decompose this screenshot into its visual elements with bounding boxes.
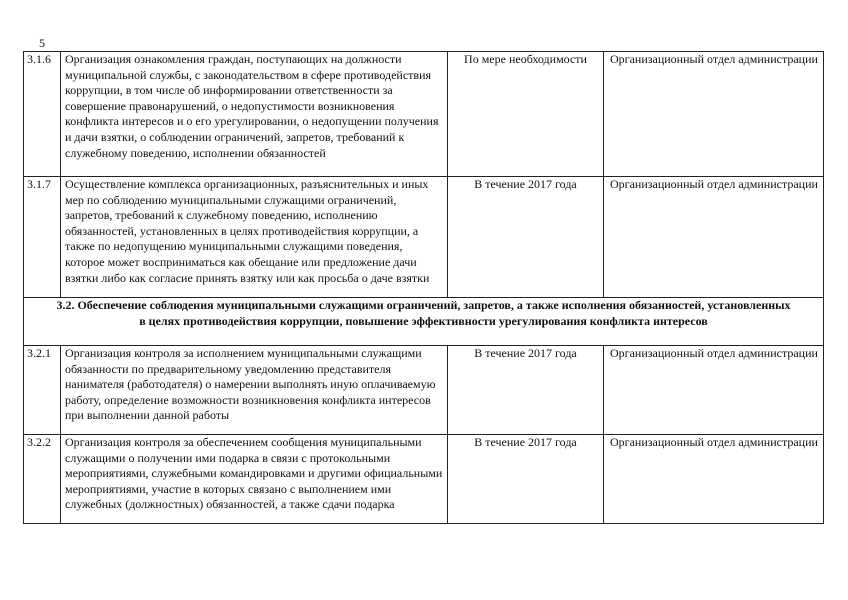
item-number: 3.2.1 [24,346,61,435]
section-title: 3.2. Обеспечение соблюдения муниципальными служащими ограничений, запретов, а также исполнения обязанностей, установленных в целях противодействия коррупции, повышение эффективности урегулирования конфликта интересов [24,298,824,346]
page-number: 5 [39,36,45,50]
table-row [24,346,824,435]
item-number: 3.1.6 [24,52,61,177]
responsible-cell: Организационный отдел администрации [604,346,824,435]
responsible-cell: Организационный отдел администрации [604,177,824,298]
measure-text: Организация контроля за обеспечением сообщения муниципальными служащими о получении ими подарка в связи с протокольными мероприятиями, служебными командировками и другими официальными мероприятиями, участие в которых связано с выполнением ими служебных (должностных) обязанностей, а также сдачи подарка [61,435,448,524]
section-header-row [24,298,824,346]
measure-text: Организация контроля за исполнением муниципальными служащими обязанности по предварительному уведомлению представителя нанимателя (работодателя) о намерении выполнять иную оплачиваемую работу, определение возможности возникновения конфликта интересов при выполнении данной работы [61,346,448,435]
term-cell: В течение 2017 года [448,346,604,435]
table-row [24,52,824,177]
measure-text: Осуществление комплекса организационных, разъяснительных и иных мер по соблюдению муниципальными служащими ограничений, запретов, требований к служебному поведению, исполнению обязанностей, установленных в целях противодействия коррупции, а также по недопущению муниципальными служащими поведения, которое может восприниматься как обещание или предложение дачи взятки либо как согласие принять взятку или как просьба о даче взятки [61,177,448,298]
table-row [24,177,824,298]
item-number: 3.2.2 [24,435,61,524]
measure-text: Организация ознакомления граждан, поступающих на должности муниципальной службы, с законодательством в сфере противодействия коррупции, в том числе об информировании ответственности за совершение правонарушений, о недопустимости возникновения конфликта интересов и о его урегулировании, о недопущении получения и дачи взятки, о соблюдении ограничений, запретов, требований к служебному поведению, исполнении обязанностей [61,52,448,177]
table-row [24,435,824,524]
term-cell: В течение 2017 года [448,177,604,298]
item-number: 3.1.7 [24,177,61,298]
responsible-cell: Организационный отдел администрации [604,52,824,177]
term-cell: По мере необходимости [448,52,604,177]
responsible-cell: Организационный отдел администрации [604,435,824,524]
measures-table [23,51,824,524]
term-cell: В течение 2017 года [448,435,604,524]
